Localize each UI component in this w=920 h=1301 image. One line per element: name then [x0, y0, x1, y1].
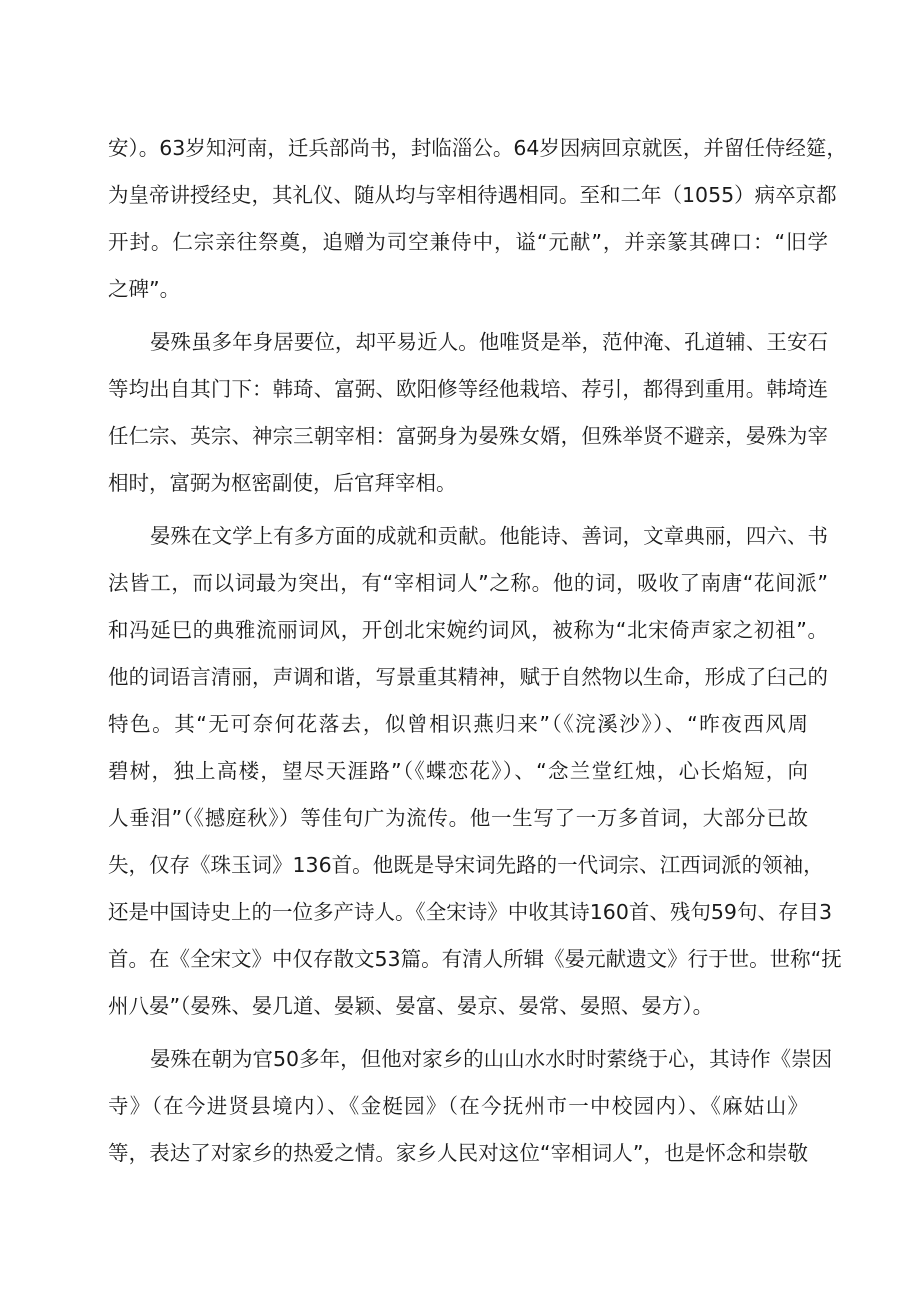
- text-line: 和冯延巳的典雅流丽词风，开创北宋婉约词风，被称为“北宋倚声家之初祖”。: [108, 618, 828, 642]
- text-line: 为皇帝讲授经史，其礼仪、随从均与宰相待遇相同。至和二年（1055）病卒京都: [108, 183, 837, 207]
- text-line: 碧树，独上高楼，望尽天涯路”（《蝶恋花》）、“念兰堂红烛，心长焰短，向: [108, 759, 808, 783]
- text-line: 寺》（在今进贤县境内）、《金梃园》（在今抚州市一中校园内）、《麻姑山》: [108, 1094, 808, 1118]
- text-line: 晏殊在文学上有多方面的成就和贡献。他能诗、善词，文章典丽，四六、书: [150, 524, 828, 548]
- text-line: 失，仅存《珠玉词》136首。他既是导宋词先路的一代词宗、江西词派的领袖，: [108, 853, 824, 877]
- text-line: 还是中国诗史上的一位多产诗人。《全宋诗》中收其诗160首、残句59句、存目3: [108, 900, 833, 924]
- text-line: 州八晏”（晏殊、晏几道、晏颖、晏富、晏京、晏常、晏照、晏方）。: [108, 994, 714, 1018]
- text-line: 晏殊虽多年身居要位，却平易近人。他唯贤是举，范仲淹、孔道辅、王安石: [150, 330, 828, 354]
- text-line: 等均出自其门下：韩琦、富弼、欧阳修等经他栽培、荐引，都得到重用。韩埼连: [108, 377, 828, 401]
- text-line: 法皆工，而以词最为突出，有“宰相词人”之称。他的词，吸收了南唐“花间派”: [108, 571, 828, 595]
- text-line: 首。在《全宋文》中仅存散文53篇。有清人所辑《晏元献遗文》行于世。世称“抚: [108, 947, 842, 971]
- text-line: 等，表达了对家乡的热爱之情。家乡人民对这位“宰相词人”，也是怀念和崇敬: [108, 1141, 808, 1165]
- text-line: 之碑”。: [108, 277, 181, 301]
- text-line: 开封。仁宗亲往祭奠，追赠为司空兼侍中，谥“元献”，并亲篆其碑口：“旧学: [108, 230, 828, 254]
- text-line: 安）。63岁知河南，迁兵部尚书，封临淄公。64岁因病回京就医，并留任侍经筵，: [108, 136, 847, 160]
- text-line: 人垂泪”（《撼庭秋》）等佳句广为流传。他一生写了一万多首词，大部分已故: [108, 806, 808, 830]
- text-line: 相时，富弼为枢密副使，后官拜宰相。: [108, 471, 457, 495]
- text-line: 任仁宗、英宗、神宗三朝宰相：富弼身为晏殊女婿，但殊举贤不避亲，晏殊为宰: [108, 424, 828, 448]
- text-line: 他的词语言清丽，声调和谐，写景重其精神，赋于自然物以生命，形成了臼己的: [108, 665, 828, 689]
- text-line: 特色。其“无可奈何花落去，似曾相识燕归来”（《浣溪沙》）、“昨夜西风周: [108, 712, 808, 736]
- text-line: 晏殊在朝为官50多年，但他对家乡的山山水水时时萦绕于心，其诗作《崇因: [150, 1047, 833, 1071]
